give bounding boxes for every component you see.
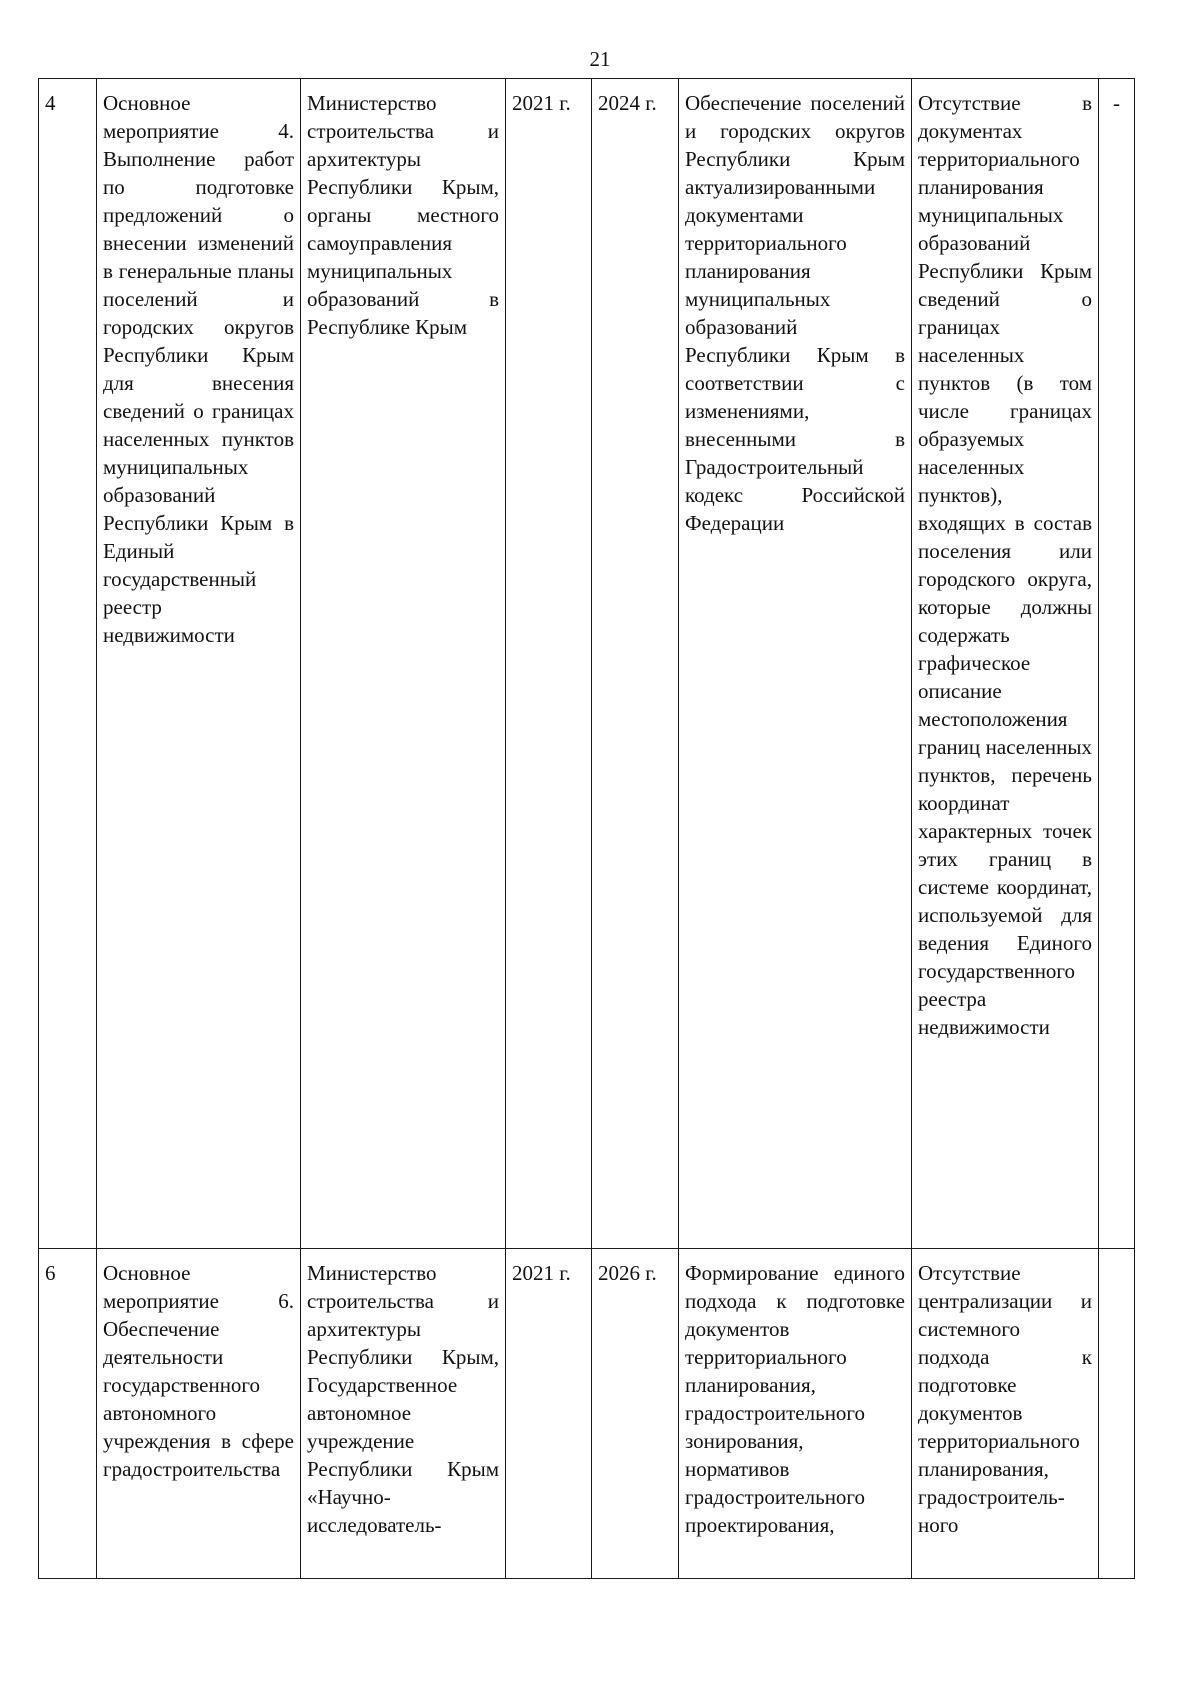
table-row [39,79,1135,1249]
link-cell [1099,1249,1135,1579]
start-year-cell: 2021 г. [506,1249,592,1579]
executor-cell: Министерство строительства и архитектуры Республики Крым, органы местного самоуправления муниципальных образований в Республике Крым [301,79,506,1249]
row-number-cell: 6 [39,1249,97,1579]
program-measures-table [38,78,1135,1579]
consequences-cell: Отсутствие в документах территориального планирования муниципальных образований Республики Крым сведений о границах населенных пунктов (в том числе границах образуемых населенных пунктов), входящих в состав поселения или городского округа, которые должны содержать графическое описание местоположения границ населенных пунктов, перечень координат характерных точек этих границ в системе координат, используемой для ведения Единого государственного реестра недвижимости [912,79,1099,1249]
expected-result-cell: Обеспечение поселений и городских округов Республики Крым актуализированными документами территориального планирования муниципальных образований Республики Крым в соответствии с изменениями, внесенными в Градостроительный кодекс Российской Федерации [679,79,912,1249]
executor-cell: Министерство строительства и архитектуры Республики Крым, Государственное автономное учреждение Республики Крым «Научно-исследователь- [301,1249,506,1579]
end-year-cell: 2026 г. [592,1249,679,1579]
table-row [39,1249,1135,1579]
expected-result-cell: Формирование единого подхода к подготовке документов территориального планирования, градостроительного зонирования, нормативов градостроительного проектирования, [679,1249,912,1579]
page-number: 21 [589,47,611,71]
measure-cell: Основное мероприятие 4. Выполнение работ по подготовке предложений о внесении изменений в генеральные планы поселений и городских округов Республики Крым для внесения сведений о границах населенных пунктов муниципальных образований Республики Крым в Единый государственный реестр недвижимости [97,79,301,1249]
measure-cell: Основное мероприятие 6. Обеспечение деятельности государственного автономного учреждения в сфере градостроительства [97,1249,301,1579]
end-year-cell: 2024 г. [592,79,679,1249]
link-cell: - [1099,79,1135,1249]
start-year-cell: 2021 г. [506,79,592,1249]
consequences-cell: Отсутствие централизации и системного подхода к подготовке документов территориального планирования, градостроительного [912,1249,1099,1579]
row-number-cell: 4 [39,79,97,1249]
